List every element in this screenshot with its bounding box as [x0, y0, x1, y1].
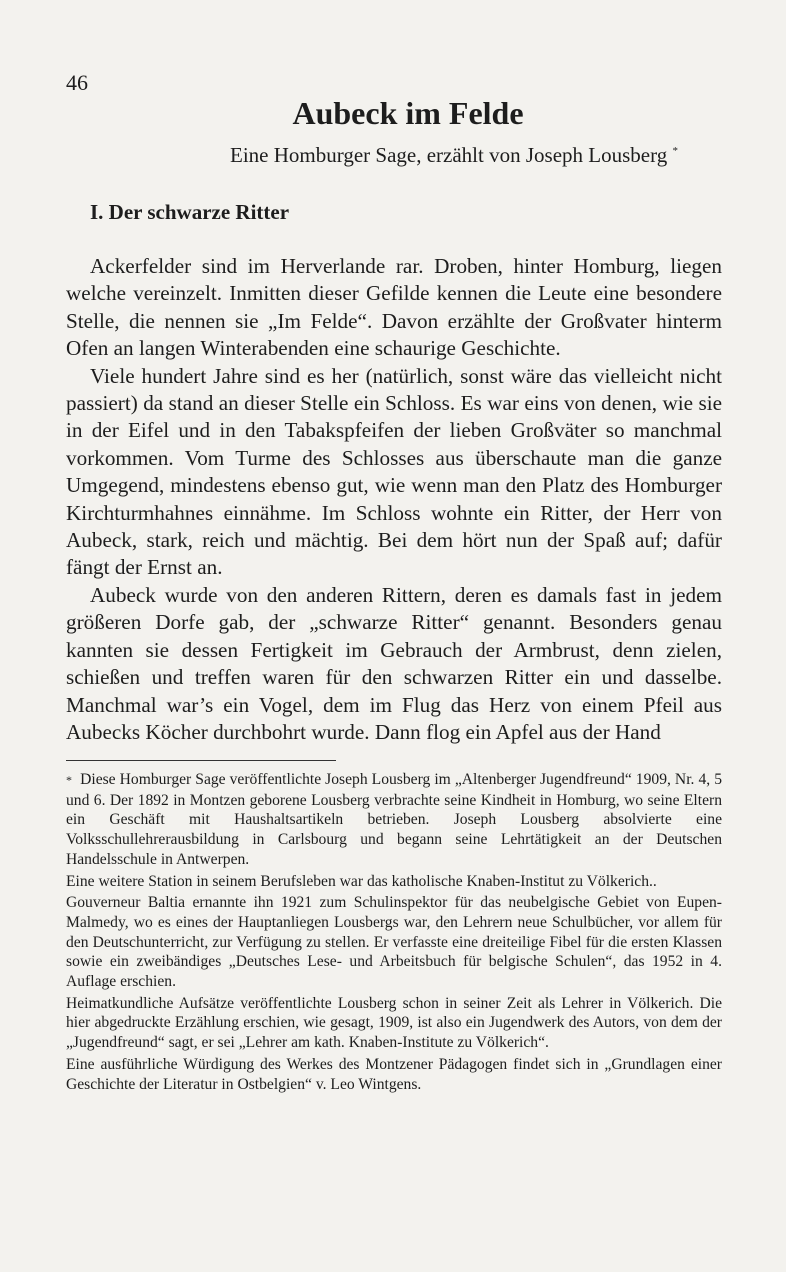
footnote [66, 770, 722, 1096]
page-title: Aubeck im Felde [292, 95, 524, 131]
footnote-marker: * [66, 773, 72, 787]
footnote-paragraph: Eine weitere Station in seinem Berufsleben war das katholische Knaben-Institut zu Völkerich.. [66, 872, 657, 890]
footnote-divider [66, 760, 336, 761]
paragraph: Viele hundert Jahre sind es her (natürlich, sonst wäre das vielleicht nicht passiert) da stand an dieser Stelle ein Schloss. Es war eins von denen, wie sie in der Eifel und in den Tabakspfeifen der lieben Großväter so manchmal vorkommen. Vom Turme des Schlosses aus überschaute man die ganze Umgegend, mindestens ebenso gut, wie wenn man den Platz des Homburger Kirchturmhahnes einnähme. Im Schloss wohnte ein Ritter, der Herr von Aubeck, stark, reich und mächtig. Bei dem hört nun der Spaß auf; dafür fängt der Ernst an. [66, 363, 722, 580]
footnote-paragraph: Eine ausführliche Würdigung des Werkes des Montzener Pädagogen findet sich in „Grundlagen einer Geschichte der Literatur in Ostbelgien“ v. Leo Wintgens. [66, 1055, 722, 1093]
footnote-paragraph: Gouverneur Baltia ernannte ihn 1921 zum Schulinspektor für das neubelgische Gebiet von Eupen-Malmedy, wo es eines der Hauptanliegen Lousbergs war, den Lehrern neue Schulbücher, vor allem für den Deutschunterricht, zur Verfügung zu stellen. Er verfasste eine dreiteilige Fibel für die ersten Klassen sowie ein zweibändiges „Deutsches Lese- und Arbeitsbuch für belgische Schulen“, das 1952 in 4. Auflage erschien. [66, 894, 722, 991]
paragraph: Ackerfelder sind im Herverlande rar. Droben, hinter Homburg, liegen welche vereinzelt. Inmitten dieser Gefilde kennen die Leute eine besondere Stelle, die nennen sie „Im Felde“. Davon erzählte der Großvater hinterm Ofen an langen Winterabenden eine schaurige Geschichte. [66, 254, 722, 361]
paragraph: Aubeck wurde von den anderen Rittern, deren es damals fast in jedem größeren Dorfe gab, der „schwarze Ritter“ genannt. Besonders genau kannten sie dessen Fertigkeit im Gebrauch der Armbrust, denn zielen, schießen und treffen waren für den schwarzen Ritter ein und dasselbe. Manchmal war’s ein Vogel, dem im Flug das Herz von einem Pfeil aus Aubecks Köcher durchbohrt wurde. Dann flog ein Apfel aus der Hand [66, 582, 722, 744]
footnote-reference: * [672, 145, 678, 157]
page-subtitle [230, 143, 678, 168]
footnote-text: Diese Homburger Sage veröffentlichte Joseph Lousberg im „Altenberger Jugendfreund“ 1909, Nr. 4, 5 und 6. Der 1892 in Montzen geborene Lousberg verbrachte seine Kindheit in Homburg, wo seine Eltern ein Geschäft mit Haushaltsartikeln betrieben. Joseph Lousberg absolvierte eine Volksschullehrerausbildung in Carlsbourg und begann seine Lehrtätigkeit an der Deutschen Handelsschule in Antwerpen. [66, 771, 723, 868]
section-heading: I. Der schwarze Ritter [90, 200, 290, 224]
footnote-paragraph [66, 770, 722, 870]
page-number: 46 [66, 70, 88, 95]
footnote-paragraph: Heimatkundliche Aufsätze veröffentlichte Lousberg schon in seiner Zeit als Lehrer in Völkerich. Die hier abgedruckte Erzählung erschien, wie gesagt, 1909, ist also ein Jugendwerk des Autors, von dem der „Jugendfreund“ sagt, er sei „Lehrer am kath. Knaben-Institute zu Völkerich“. [66, 994, 722, 1052]
subtitle-text: Eine Homburger Sage, erzählt von Joseph Lousberg [230, 143, 668, 167]
story-text [66, 253, 722, 746]
